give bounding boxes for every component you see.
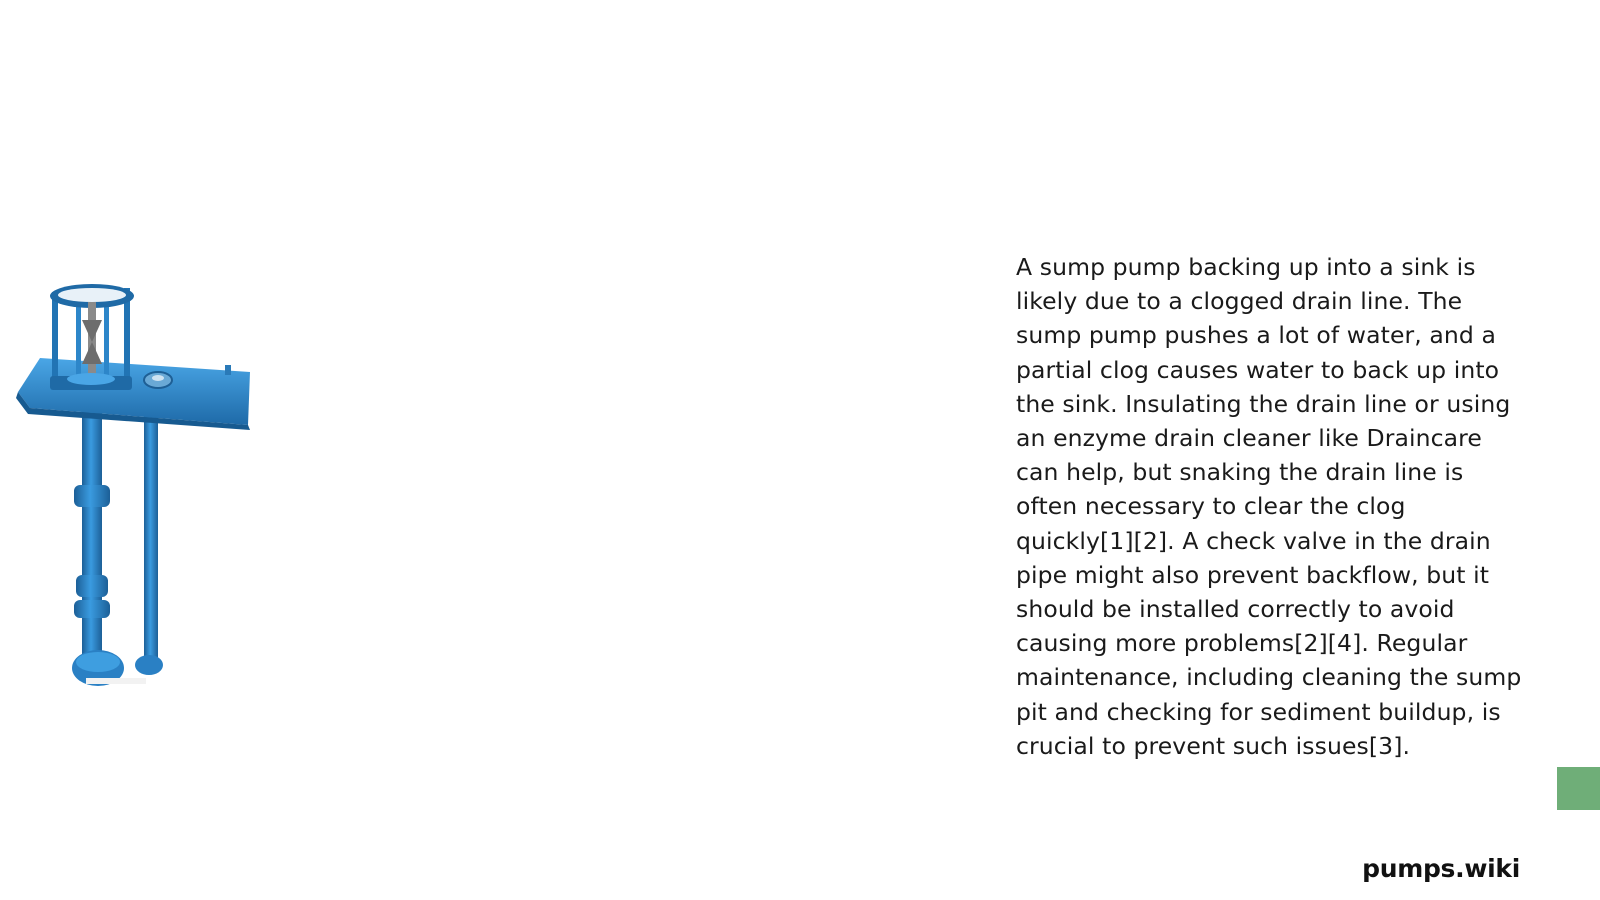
site-brand-logo[interactable]: pumps.wiki (1362, 854, 1520, 883)
article-paragraph: A sump pump backing up into a sink is likely due to a clogged drain line. The sump pump pushes a lot of water, and a partial clog causes water to back up into the sink. Insulating the drain line or using an enzyme drain cleaner like Draincare can help, but snaking the drain line is often necessary to clear the clog quickly[1][2]. A check valve in the drain pipe might also prevent backflow, but it should be installed correctly to avoid causing more problems[2][4]. Regular maintenance, including cleaning the sump pit and checking for sediment buildup, is crucial to prevent such issues[3]. (1016, 253, 1522, 760)
accent-square (1557, 767, 1600, 810)
vertical-sump-pump-image (10, 280, 260, 710)
